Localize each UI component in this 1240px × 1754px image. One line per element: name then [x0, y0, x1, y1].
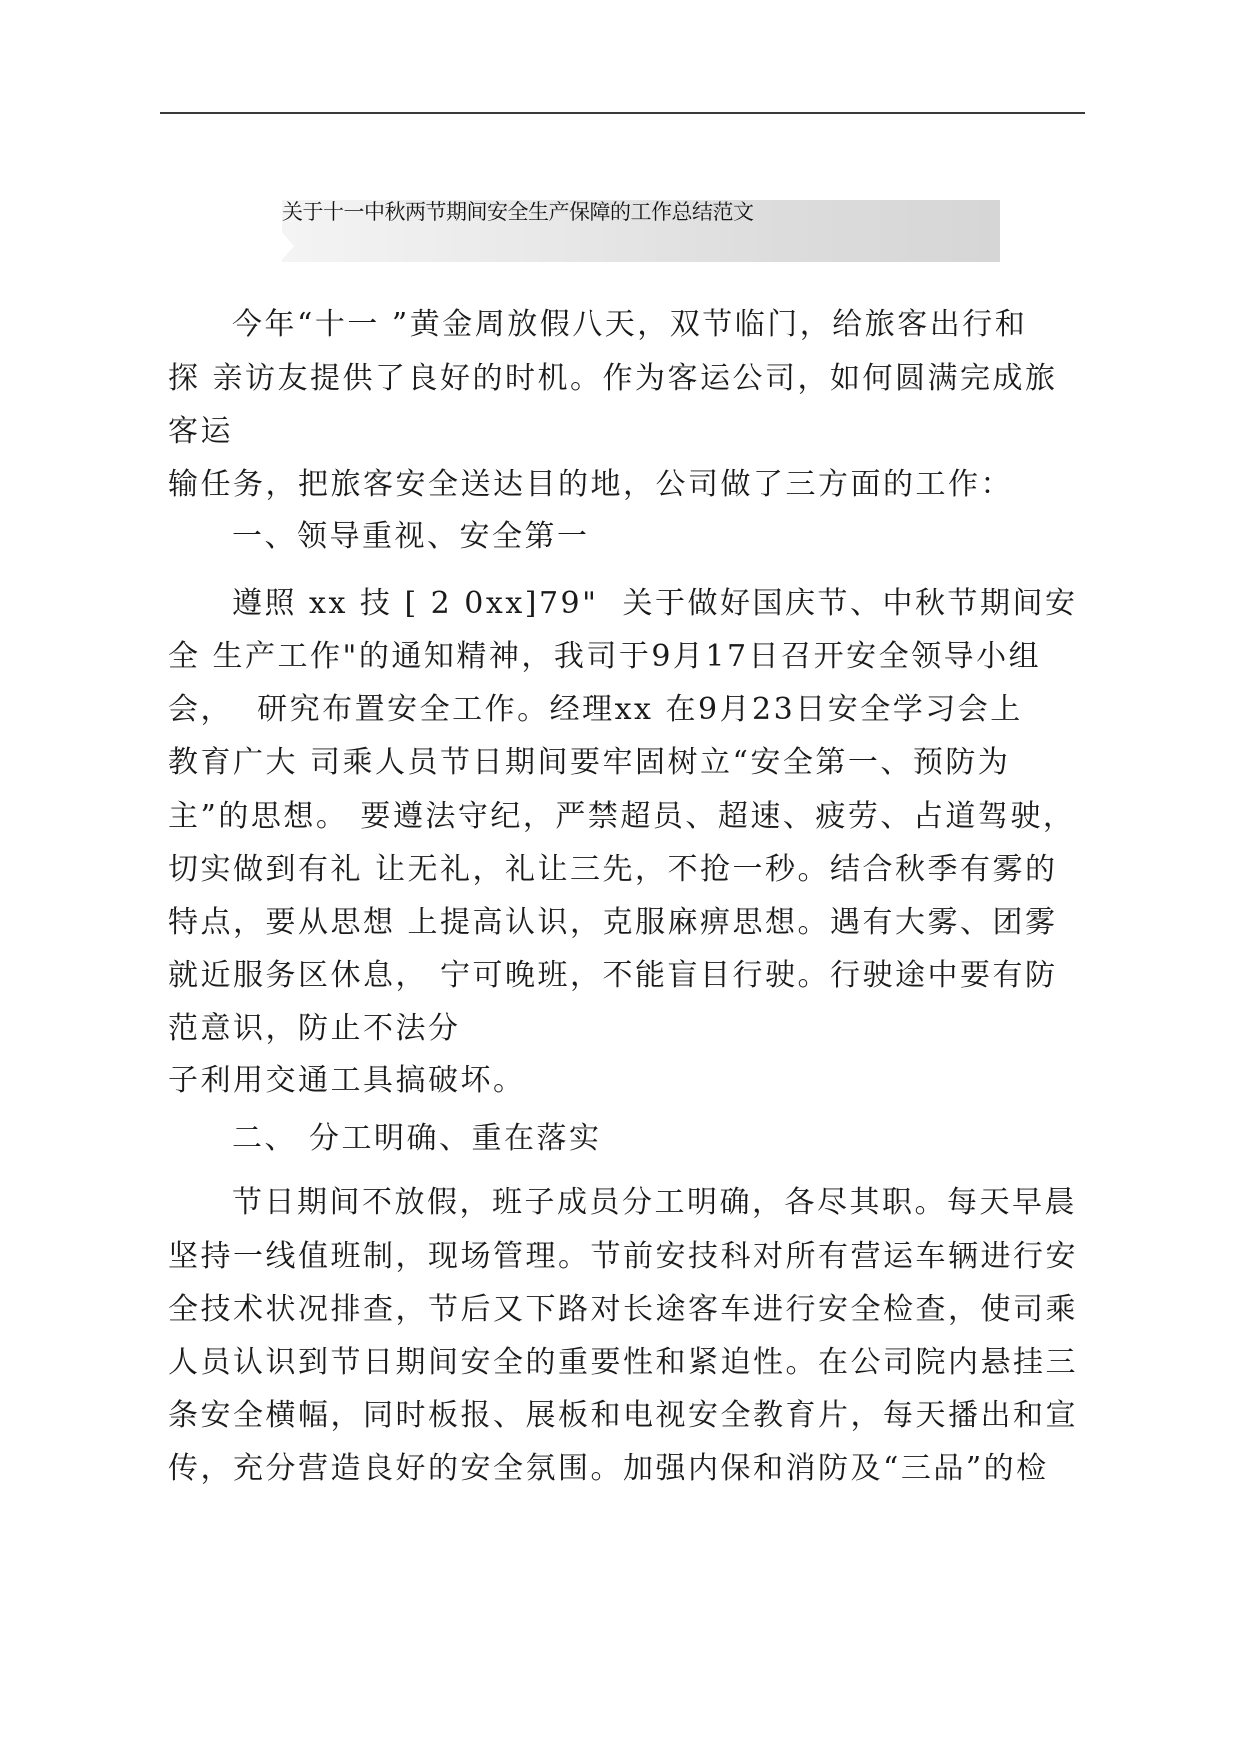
paragraph-line: 遵照 xx 技 [ 2 0xx]79" 关于做好国庆节、中秋节期间安	[232, 586, 1078, 621]
paragraph-line: 切实做到有礼 让无礼，礼让三先，不抢一秒。结合秋季有雾的	[168, 852, 1058, 887]
paragraph-line: 全 生产工作"的通知精神，我司于9月17日召开安全领导小组	[168, 639, 1042, 674]
paragraph-line: 特点，要从思想 上提高认识，克服麻痹思想。遇有大雾、团雾	[168, 905, 1058, 940]
paragraph-line: 就近服务区休息， 宁可晚班，不能盲目行驶。行驶途中要有防	[168, 958, 1058, 993]
paragraph-line: 探 亲访友提供了良好的时机。作为客运公司，如何圆满完成旅	[168, 361, 1058, 396]
paragraph-line: 今年“十一 ”黄金周放假八天，双节临门，给旅客出行和	[232, 307, 1028, 342]
paragraph-line: 节日期间不放假，班子成员分工明确，各尽其职。每天早晨	[232, 1185, 1077, 1220]
paragraph-line: 传，充分营造良好的安全氛围。加强内保和消防及“三品”的检	[168, 1451, 1049, 1486]
paragraph-line: 坚持一线值班制，现场管理。节前安技科对所有营运车辆进行安	[168, 1239, 1078, 1274]
section-heading: 一、领导重视、安全第一	[232, 519, 590, 554]
paragraph-line: 条安全横幅，同时板报、展板和电视安全教育片，每天播出和宣	[168, 1398, 1078, 1433]
paragraph-line: 主”的思想。 要遵法守纪，严禁超员、超速、疲劳、占道驾驶，	[168, 799, 1076, 834]
paragraph-line: 范意识，防止不法分	[168, 1011, 461, 1046]
section-heading: 二、 分工明确、重在落实	[232, 1121, 602, 1156]
paragraph-line: 会， 研究布置安全工作。经理xx 在9月23日安全学习会上	[168, 692, 1023, 727]
document-title: 关于十一中秋两节期间安全生产保障的工作总结范文	[282, 200, 754, 224]
paragraph-line: 输任务，把旅客安全送达目的地，公司做了三方面的工作：	[168, 467, 1013, 502]
paragraph-line: 子利用交通工具搞破坏。	[168, 1063, 526, 1098]
paragraph-line: 客运	[168, 414, 233, 449]
paragraph-line: 教育广大 司乘人员节日期间要牢固树立“安全第一、预防为	[168, 745, 1011, 780]
paragraph-line: 人员认识到节日期间安全的重要性和紧迫性。在公司院内悬挂三	[168, 1345, 1078, 1380]
paragraph-line: 全技术状况排查，节后又下路对长途客车进行安全检查，使司乘	[168, 1292, 1078, 1327]
